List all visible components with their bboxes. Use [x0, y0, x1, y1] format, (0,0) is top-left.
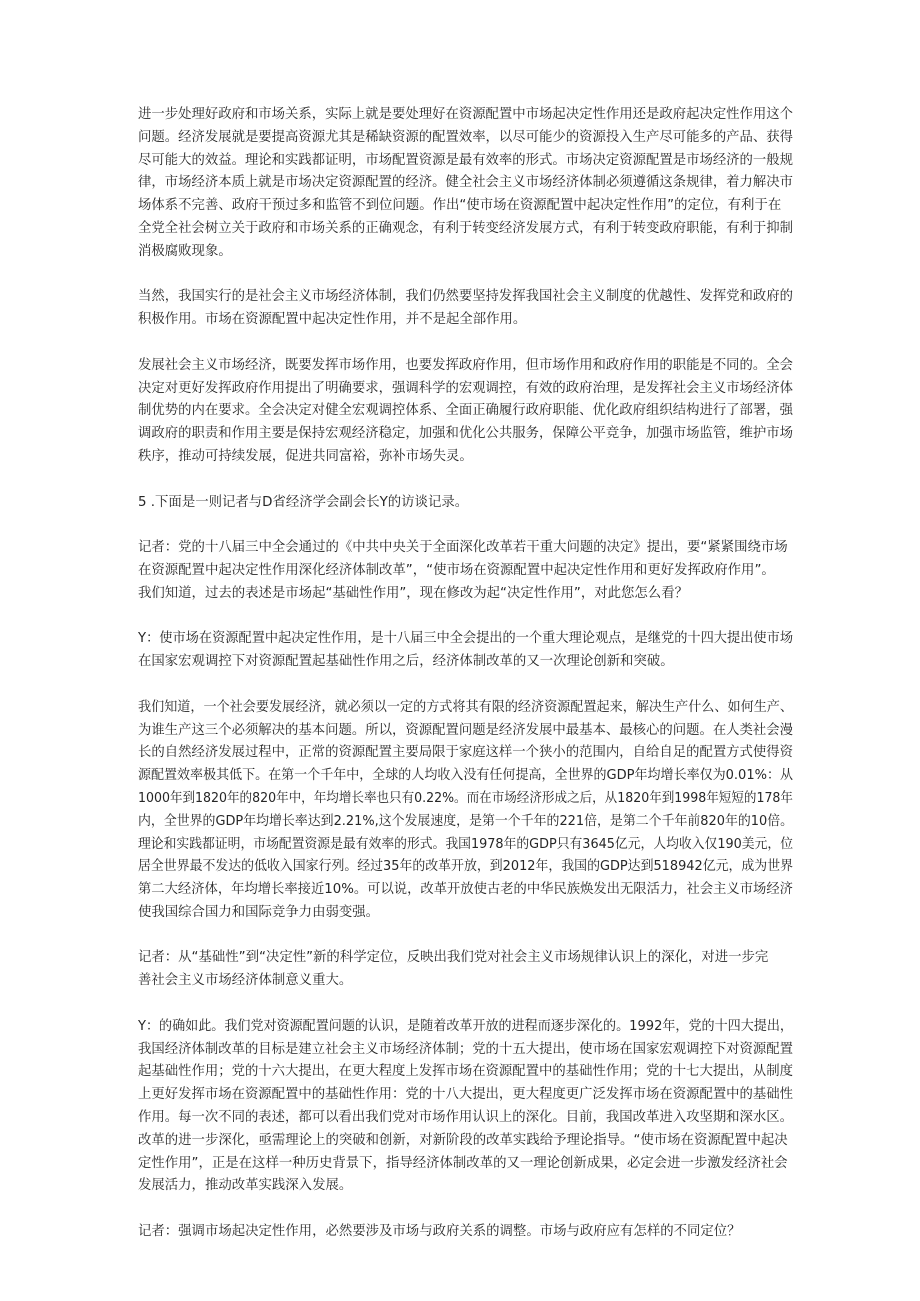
text-line: 我国经济体制改革的目标是建立社会主义市场经济体制；党的十五大提出，使市场在国家宏观调控下对资源配置 [138, 1041, 794, 1057]
text-line: 场体系不完善、政府干预过多和监管不到位问题。作出“使市场在资源配置中起决定性作用”的定位，有利于在 [138, 198, 782, 214]
text-line: 善社会主义市场经济体制意义重大。 [138, 973, 353, 989]
text-line: 调政府的职责和作用主要是保持宏观经济稳定，加强和优化公共服务，保障公平竞争，加强市场监管，维护市场 [138, 426, 794, 442]
text-line: 长的自然经济发展过程中，正常的资源配置主要局限于家庭这样一个狭小的范围内，自给自足的配置方式使得资 [138, 745, 794, 761]
text-line: 消极腐败现象。 [138, 243, 232, 259]
paragraph-p9 [138, 1016, 793, 1198]
text-line: 发展社会主义市场经济，既要发挥市场作用，也要发挥政府作用，但市场作用和政府作用的职能是不同的。全会 [138, 357, 794, 373]
text-line: 记者：强调市场起决定性作用，必然要涉及市场与政府关系的调整。市场与政府应有怎样的不同定位？ [138, 1224, 741, 1240]
text-line: 在资源配置中起决定性作用深化经济体制改革”，“使市场在资源配置中起决定性作用和更好发挥政府作用”。 [138, 562, 775, 578]
text-line: 在国家宏观调控下对资源配置起基础性作用之后，经济体制改革的又一次理论创新和突破。 [138, 654, 674, 670]
text-line: 我们知道，过去的表述是市场起“基础性作用”，现在修改为起“决定性作用”，对此您怎么看？ [138, 585, 688, 601]
text-line: 上更好发挥市场在资源配置中的基础性作用：党的十八大提出，更大程度更广泛发挥市场在资源配置中的基础性 [138, 1087, 794, 1103]
text-line: 第二大经济体，年均增长率接近10%。可以说，改革开放使古老的中华民族焕发出无限活力，社会主义市场经济 [138, 882, 793, 898]
text-line: 问题。经济发展就是要提高资源尤其是稀缺资源的配置效率，以尽可能少的资源投入生产尽可能多的产品、获得 [138, 129, 794, 145]
text-line: 尽可能大的效益。理论和实践都证明，市场配置资源是最有效率的形式。市场决定资源配置是市场经济的一般规 [138, 152, 794, 168]
text-line: 作用。每一次不同的表述，都可以看出我们党对市场作用认识上的深化。目前，我国改革进入攻坚期和深水区。 [138, 1110, 794, 1126]
text-line: 当然，我国实行的是社会主义市场经济体制，我们仍然要坚持发挥我国社会主义制度的优越性、发挥党和政府的 [138, 289, 794, 305]
text-line: 进一步处理好政府和市场关系，实际上就是要处理好在资源配置中市场起决定性作用还是政府起决定性作用这个 [138, 107, 794, 122]
paragraph-p2 [138, 286, 793, 332]
text-line: 理论和实践都证明，市场配置资源是最有效率的形式。我国1978年的GDP只有3645亿元，人均收入仅190美元，位 [138, 836, 794, 852]
paragraph-p10 [138, 1221, 793, 1244]
text-line: 为谁生产这三个必须解决的基本问题。所以，资源配置问题是经济发展中最基本、最核心的问题。在人类社会漫 [138, 722, 794, 738]
text-line: 定性作用”，正是在这样一种历史背景下，指导经济体制改革的又一理论创新成果，必定会进一步激发经济社会 [138, 1155, 788, 1171]
text-line: 积极作用。市场在资源配置中起决定性作用，并不是起全部作用。 [138, 312, 527, 328]
text-line: 改革的进一步深化，亟需理论上的突破和创新，对新阶段的改革实践给予理论指导。“使市场在资源配置中起决 [138, 1132, 788, 1148]
text-line: Y：使市场在资源配置中起决定性作用，是十八届三中全会提出的一个重大理论观点，是继党的十四大提出使市场 [138, 631, 794, 647]
text-line: 决定对更好发挥政府作用提出了明确要求，强调科学的宏观调控，有效的政府治理，是发挥社会主义市场经济体 [138, 380, 794, 396]
text-line: Y：的确如此。我们党对资源配置问题的认识，是随着改革开放的进程而逐步深化的。1992年，党的十四大提出， [138, 1018, 793, 1034]
text-line: 5 .下面是一则记者与D省经济学会副会长Y的访谈记录。 [138, 494, 469, 510]
text-line: 使我国综合国力和国际竞争力由弱变强。 [138, 904, 380, 920]
text-line: 秩序，推动可持续发展，促进共同富裕，弥补市场失灵。 [138, 448, 473, 464]
paragraph-p8 [138, 947, 793, 993]
document-page [138, 104, 793, 1267]
paragraph-p6 [138, 628, 793, 674]
text-line: 源配置效率极其低下。在第一个千年中，全球的人均收入没有任何提高，全世界的GDP年均增长率仅为0.01%：从 [138, 768, 794, 784]
text-line: 内，全世界的GDP年均增长率达到2.21%,这个发展速度，是第一个千年的221倍，是第二个千年前820年的10倍。 [138, 813, 794, 829]
paragraph-p3 [138, 355, 793, 469]
text-line: 居全世界最不发达的低收入国家行列。经过35年的改革开放，到2012年，我国的GDP达到518942亿元，成为世界 [138, 859, 793, 875]
text-line: 我们知道，一个社会要发展经济，就必须以一定的方式将其有限的经济资源配置起来，解决生产什么、如何生产、 [138, 699, 794, 715]
text-line: 全党全社会树立关于政府和市场关系的正确观念，有利于转变经济发展方式，有利于转变政府职能，有利于抑制 [138, 220, 794, 236]
paragraph-p5 [138, 537, 793, 605]
paragraph-p1 [138, 104, 793, 264]
text-line: 记者：从“基础性”到“决定性”新的科学定位，反映出我们党对社会主义市场规律认识上的深化，对进一步完 [138, 950, 769, 966]
text-line: 律，市场经济本质上就是市场决定资源配置的经济。健全社会主义市场经济体制必须遵循这条规律，着力解决市 [138, 175, 794, 191]
text-line: 起基础性作用；党的十六大提出，在更大程度上发挥市场在资源配置中的基础性作用；党的十七大提出，从制度 [138, 1064, 794, 1080]
text-line: 记者：党的十八届三中全会通过的《中共中央关于全面深化改革若干重大问题的决定》提出，要“紧紧围绕市场 [138, 540, 788, 556]
text-line: 发展活力，推动改革实践深入发展。 [138, 1178, 353, 1194]
text-line: 1000年到1820年的820年中，年均增长率也只有0.22%。而在市场经济形成之后，从1820年到1998年短短的178年 [138, 790, 793, 806]
paragraph-p7 [138, 697, 793, 925]
paragraph-p4 [138, 492, 793, 515]
text-line: 制优势的内在要求。全会决定对健全宏观调控体系、全面正确履行政府职能、优化政府组织结构进行了部署，强 [138, 403, 794, 419]
